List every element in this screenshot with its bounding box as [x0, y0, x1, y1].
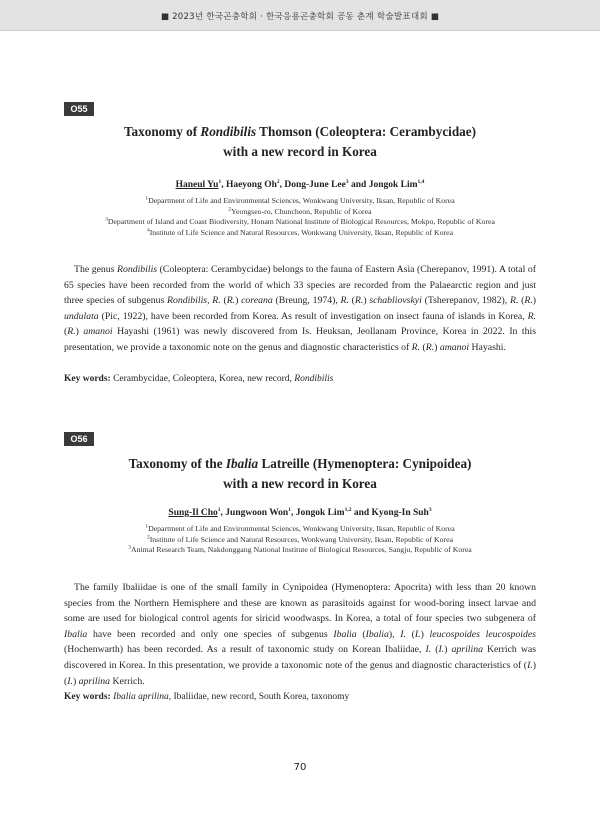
author-superscript: 3 [428, 506, 432, 513]
keywords-label: Key words: [64, 374, 111, 384]
author-name: Haeyong Oh [225, 180, 277, 190]
affiliation-line: $^3$Animal Research Team, Nakdonggang National Institute of Biological Resources, Sangju, Republic of Korea [128, 544, 472, 554]
title-line-2: with a new record in Korea [223, 476, 377, 491]
affiliation-list [64, 524, 536, 556]
author-name: Dong-June Lee [284, 180, 346, 190]
author-superscript: 1,2 [344, 506, 352, 513]
author-superscript: 1 [217, 506, 221, 513]
abstract-label: O56 [64, 432, 94, 446]
header-divider [0, 30, 600, 31]
affiliation-line: $^1$Department of Life and Environmental Sciences, Wonkwang University, Iksan, Republic of Korea [145, 523, 455, 533]
abstract-body: The family Ibaliidae is one of the small family in Cynipoidea (Hymenoptera: Apocrita) with less than 20 known species from the Northern Hemisphere and these are known as parasitoids against for wood-boring insect larvae and some are used for biological control agents for siricid woodwasps. In Korea, a total of four species two subgenera of Ibalia have been recorded and only one species of subgenus Ibalia (Ibalia), I. (I.) leucospoides leucospoides (Hochenwarth) has been recorded. As a result of taxonomic study on Korean Ibaliidae, I. (I.) aprilina Kerrich was discovered in Korea. In this presentation, we provide a taxonomic note of the genus and diagnostic characteristics of (I.) (I.) aprilina Kerrich. [64, 582, 537, 687]
affiliation-line: $^1$Department of Life and Environmental Sciences, Wonkwang University, Iksan, Republic of Korea [145, 195, 455, 205]
author-name: Jungwoon Won [225, 508, 289, 518]
title-line-1: Taxonomy of the Ibalia Latreille (Hymenoptera: Cynipoidea) [128, 456, 472, 471]
author-name: Kyong-In Suh [371, 508, 429, 518]
author-superscript: 1 [218, 178, 222, 185]
author-name: Sung-Il Cho [168, 508, 218, 518]
author-list: Haneul Yu$^1$, Haeyong Oh$^2$, Dong-June Lee$^3$ and Jongok Lim$^{1,4}$ [175, 178, 425, 190]
conference-header-text: ■ 2023년 한국곤충학회 · 한국응용곤충학회 공동 춘계 학술발표대회 ■ [160, 12, 440, 22]
affiliation-line: $^2$Yeongseo-ro, Chuncheon, Republic of Korea [228, 205, 372, 216]
abstract-label: O55 [64, 102, 94, 116]
author-list: Sung-Il Cho$^1$, Jungwoon Won$^1$, Jongok Lim$^{1,2}$ and Kyong-In Suh$^3$ [168, 506, 432, 518]
keywords [64, 374, 536, 384]
page-number: 70 [293, 762, 307, 773]
author-name: Jongok Lim [295, 508, 345, 518]
author-superscript: 1 [288, 506, 291, 513]
author-superscript: 1,4 [417, 178, 425, 185]
keywords-values: Ibalia aprilina, Ibaliidae, new record, South Korea, taxonomy [113, 692, 350, 702]
keywords-label: Key words: [64, 692, 111, 702]
abstract-title [64, 454, 536, 494]
affiliation-line: $^2$Institute of Life Science and Natural Resources, Wonkwang University, Iksan, Republic of Korea [146, 533, 454, 544]
affiliation-line: $^3$Department of Island and Coast Biodiversity, Honam National Institute of Biological Resources, Mokpo, Republic of Korea [105, 216, 495, 226]
author-superscript: 2 [276, 178, 280, 185]
keywords-values: Cerambycidae, Coleoptera, Korea, new record, Rondibilis [113, 374, 334, 384]
affiliation-line: $^4$Institute of Life Science and Natural Resources, Wonkwang University, Iksan, Republic of Korea [146, 226, 454, 237]
abstract-body: The genus Rondibilis (Coleoptera: Cerambycidae) belongs to the fauna of Eastern Asia (Cherepanov, 1991). A total of 65 species have been recorded from the world of which 33 species are recorded from the Palaearctic region and just three species of subgenus Rondibilis, R. (R.) coreana (Breung, 1974), R. (R.) schabliovskyi (Tsherepanov, 1982), R. (R.) undulata (Pic, 1922), have been recorded from Korea. As result of investigation on insect fauna of islands in Korea, R. (R.) amanoi Hayashi (1961) was newly discovered from Is. Heuksan, Jeollanam Province, Korea in 2022. In this presentation, we provide a taxonomic note on the genus and diagnostic characteristics of R. (R.) amanoi Hayashi. [64, 264, 537, 353]
author-superscript: 3 [345, 178, 349, 185]
author-name: Haneul Yu [175, 180, 219, 190]
author-name: Jongok Lim [368, 180, 418, 190]
keywords [64, 692, 536, 702]
title-line-2: with a new record in Korea [223, 144, 377, 159]
title-line-1: Taxonomy of Rondibilis Thomson (Coleoptera: Cerambycidae) [123, 124, 477, 139]
abstract-title [64, 122, 536, 162]
affiliation-list [64, 196, 536, 238]
page-header [0, 0, 600, 30]
